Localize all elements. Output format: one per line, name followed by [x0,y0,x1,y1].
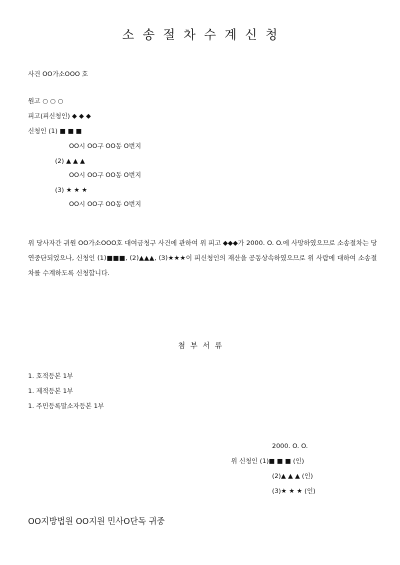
case-number: 사건 OO가소OOO 호 [28,70,89,78]
signature-date: 2000. O. O. [272,442,308,450]
signature-applicant-3: (3)★ ★ ★ (인) [272,487,316,495]
defendant-line: 피고(피신청인) ◆ ◆ ◆ [28,112,91,120]
court-addressee: OO지방법원 OO지원 민사O단독 귀중 [28,516,165,526]
applicant-1-address: OO시 OO구 OO동 O번지 [69,142,142,150]
applicant-1-line: 신청인 (1) ■ ■ ■ [28,127,82,135]
applicant-3-line: (3) ★ ★ ★ [55,186,88,194]
applicant-2-line: (2) ▲ ▲ ▲ [55,157,85,165]
attachment-item: 1. 주민등록말소자등본 1부 [28,402,104,410]
application-body: 위 당사자간 귀원 OO가소OOO호 대여금청구 사건에 관하여 위 피고 ◆◆◆가 2000. O. O.에 사망하였으므로 소송절차는 당연중단되었으나, 신청인 (1)■■■, (2)▲▲▲, (3)★★★이 피신청인의 재산을 공동상속하였으므로 위 사람에 대하여 소송절차를 수계하도록 신청합니다. [28,239,377,277]
attachments-heading: 첨부서류 [178,341,227,350]
signature-applicant-2: (2)▲ ▲ ▲ (인) [272,472,314,480]
attachment-item: 1. 호적등본 1부 [28,372,74,380]
applicant-2-address: OO시 OO구 OO동 O번지 [69,171,142,179]
document-title: 소송절차수계신청 [122,27,286,42]
attachment-item: 1. 제적등본 1부 [28,387,74,395]
signature-applicant-1: 위 신청인 (1)■ ■ ■ (인) [231,457,305,465]
plaintiff-line: 원고 ○ ○ ○ [28,97,64,105]
applicant-3-address: OO시 OO구 OO동 O번지 [69,200,142,208]
